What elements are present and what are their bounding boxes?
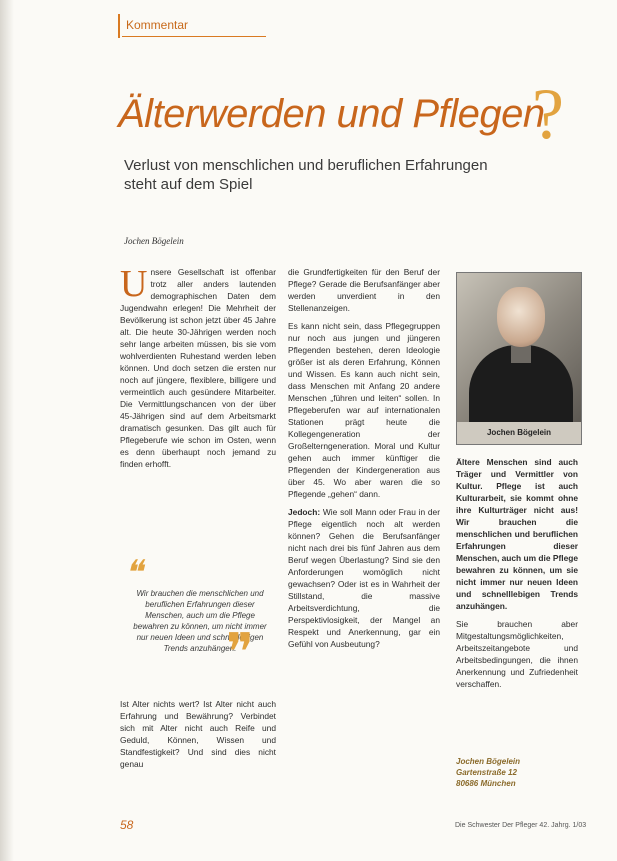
question-text: Wie soll Mann oder Frau in der Pflege eigentlich noch alt werden können? Gehen die Berufsanfänger nicht nach drei bis fünf Jahren aus dem Beruf wegen Überlastung? Sind sie den Anforderungen womöglich nicht gewachsen? Oder ist es in Wahrheit der Stillstand, die massive Arbeitsverdichtung, die Perspektivlosigkeit, der Mangel an Respekt und Anerkennung, gar ein Gefühl von Ausbeutung? bbox=[288, 507, 440, 649]
drop-cap: U bbox=[120, 263, 148, 305]
rubric-header bbox=[118, 14, 268, 38]
photo-neck bbox=[511, 345, 531, 363]
col3-paragraph-2: Sie brauchen aber Mitgestaltungsmöglichkeiten, Arbeitszeitangebote und Arbeitsbedingungen, die ihnen Anerkennung und Zufriedenheit verschaffen. bbox=[456, 619, 578, 689]
title-question-mark: ? bbox=[532, 74, 564, 154]
article-title: Älterwerden und Pflegen bbox=[118, 92, 545, 136]
col2-question-paragraph bbox=[288, 506, 440, 650]
pull-quote-text: Wir brauchen die menschlichen und beruflichen Erfahrungen dieser Menschen, auch um die Pflege bewahren zu können, um nicht immer nur neuen Ideen und schnelllebigen Trends anzuhängen. bbox=[133, 589, 267, 653]
intro-text: nsere Gesellschaft ist offenbar trotz aller anders lautenden demographischen Daten dem Jugendwahn erlegen! Die Mehrheit der Bevölkerung ist schon jetzt über 45 Jahre alt. Die heute 30-Jährigen werden noch sehr lange arbeiten müssen, bis sie vom wohlverdienten Ruhestand werden leben können. Und doch setzen die ersten nur noch auf jüngere, flexiblere, billigere und vermeintlich auch gesündere Mitarbeiter. Die Vermittlungschancen von der über 45-Jährigen sind auf dem Arbeitsmarkt dramatisch gesunken. Das gilt auch für Pflegeberufe wie schon im Osten, wenn es denn überhaupt noch jemand zu finden erhofft. bbox=[120, 267, 276, 469]
continued-paragraph: Ist Alter nichts wert? Ist Alter nicht auch Erfahrung und Bewährung? Verbindet sich mit Alter nicht auch Reife und Geduld, Können, Wissen und Standfestigkeit? Und sind dies nicht genau bbox=[120, 699, 276, 769]
photo-head bbox=[497, 287, 545, 347]
rubric-rule bbox=[122, 36, 266, 37]
question-lead: Jedoch: bbox=[288, 507, 321, 517]
address-street: Gartenstraße 12 bbox=[456, 768, 517, 777]
column-3 bbox=[456, 456, 578, 696]
col2-paragraph-2: Es kann nicht sein, dass Pflegegruppen nur noch aus jungen und jüngeren Pflegenden bestehen, deren Ideologie größer ist als deren Erfahrung, Können und Wissen. Es kann auch nicht sein, dass Menschen mit Anfang 20 andere Menschen „führen und leiten“ sollen. In Pflegeberufen war auf internationalen Stationen prägt heute die Kollegengeneration der Großelterngeneration. Moral und Kultur gehen auch immer künftiger die Pflegenden der Kindergeneration aus über 45. Wo aber waren die so Pflegende „gehen“ dann. bbox=[288, 321, 440, 499]
open-quote-icon: ❝ bbox=[124, 555, 143, 592]
page-gutter-shadow bbox=[0, 0, 14, 861]
address-name: Jochen Bögelein bbox=[456, 757, 521, 766]
byline: Jochen Bögelein bbox=[124, 236, 184, 246]
pull-quote bbox=[120, 555, 278, 692]
author-address bbox=[456, 756, 580, 789]
rubric-bar bbox=[118, 14, 120, 38]
rubric-label: Kommentar bbox=[126, 18, 189, 32]
journal-footer: Die Schwester Der Pfleger 42. Jahrg. 1/03 bbox=[455, 822, 587, 829]
intro-paragraph bbox=[120, 263, 276, 470]
column-2 bbox=[288, 266, 440, 656]
column-1-continued bbox=[120, 698, 276, 776]
address-city: 80686 München bbox=[456, 779, 516, 788]
column-1 bbox=[120, 263, 276, 476]
author-photo bbox=[456, 272, 582, 424]
close-quote-icon: ❞ bbox=[226, 625, 254, 682]
page-number: 58 bbox=[120, 818, 134, 832]
col3-paragraph-1: Ältere Menschen sind auch Träger und Vermittler von Kultur. Pflege ist auch Kulturarbeit, sie kommt ohne ihre Kulturträger nicht aus! Wir brauchen die menschlichen und beruflichen Erfahrungen dieser Menschen, auch um die Pflege bewahren zu können, um sie nicht immer nur neuen Ideen und schnelllebigen Trends anzuhängen. bbox=[456, 457, 578, 611]
col2-paragraph-1: die Grundfertigkeiten für den Beruf der Pflege? Gerade die Berufsanfänger aber werden unverdient in den Stellenanzeigen. bbox=[288, 267, 440, 313]
photo-caption: Jochen Bögelein bbox=[456, 422, 582, 445]
article-subtitle: Verlust von menschlichen und beruflichen Erfahrungen steht auf dem Spiel bbox=[124, 157, 488, 193]
